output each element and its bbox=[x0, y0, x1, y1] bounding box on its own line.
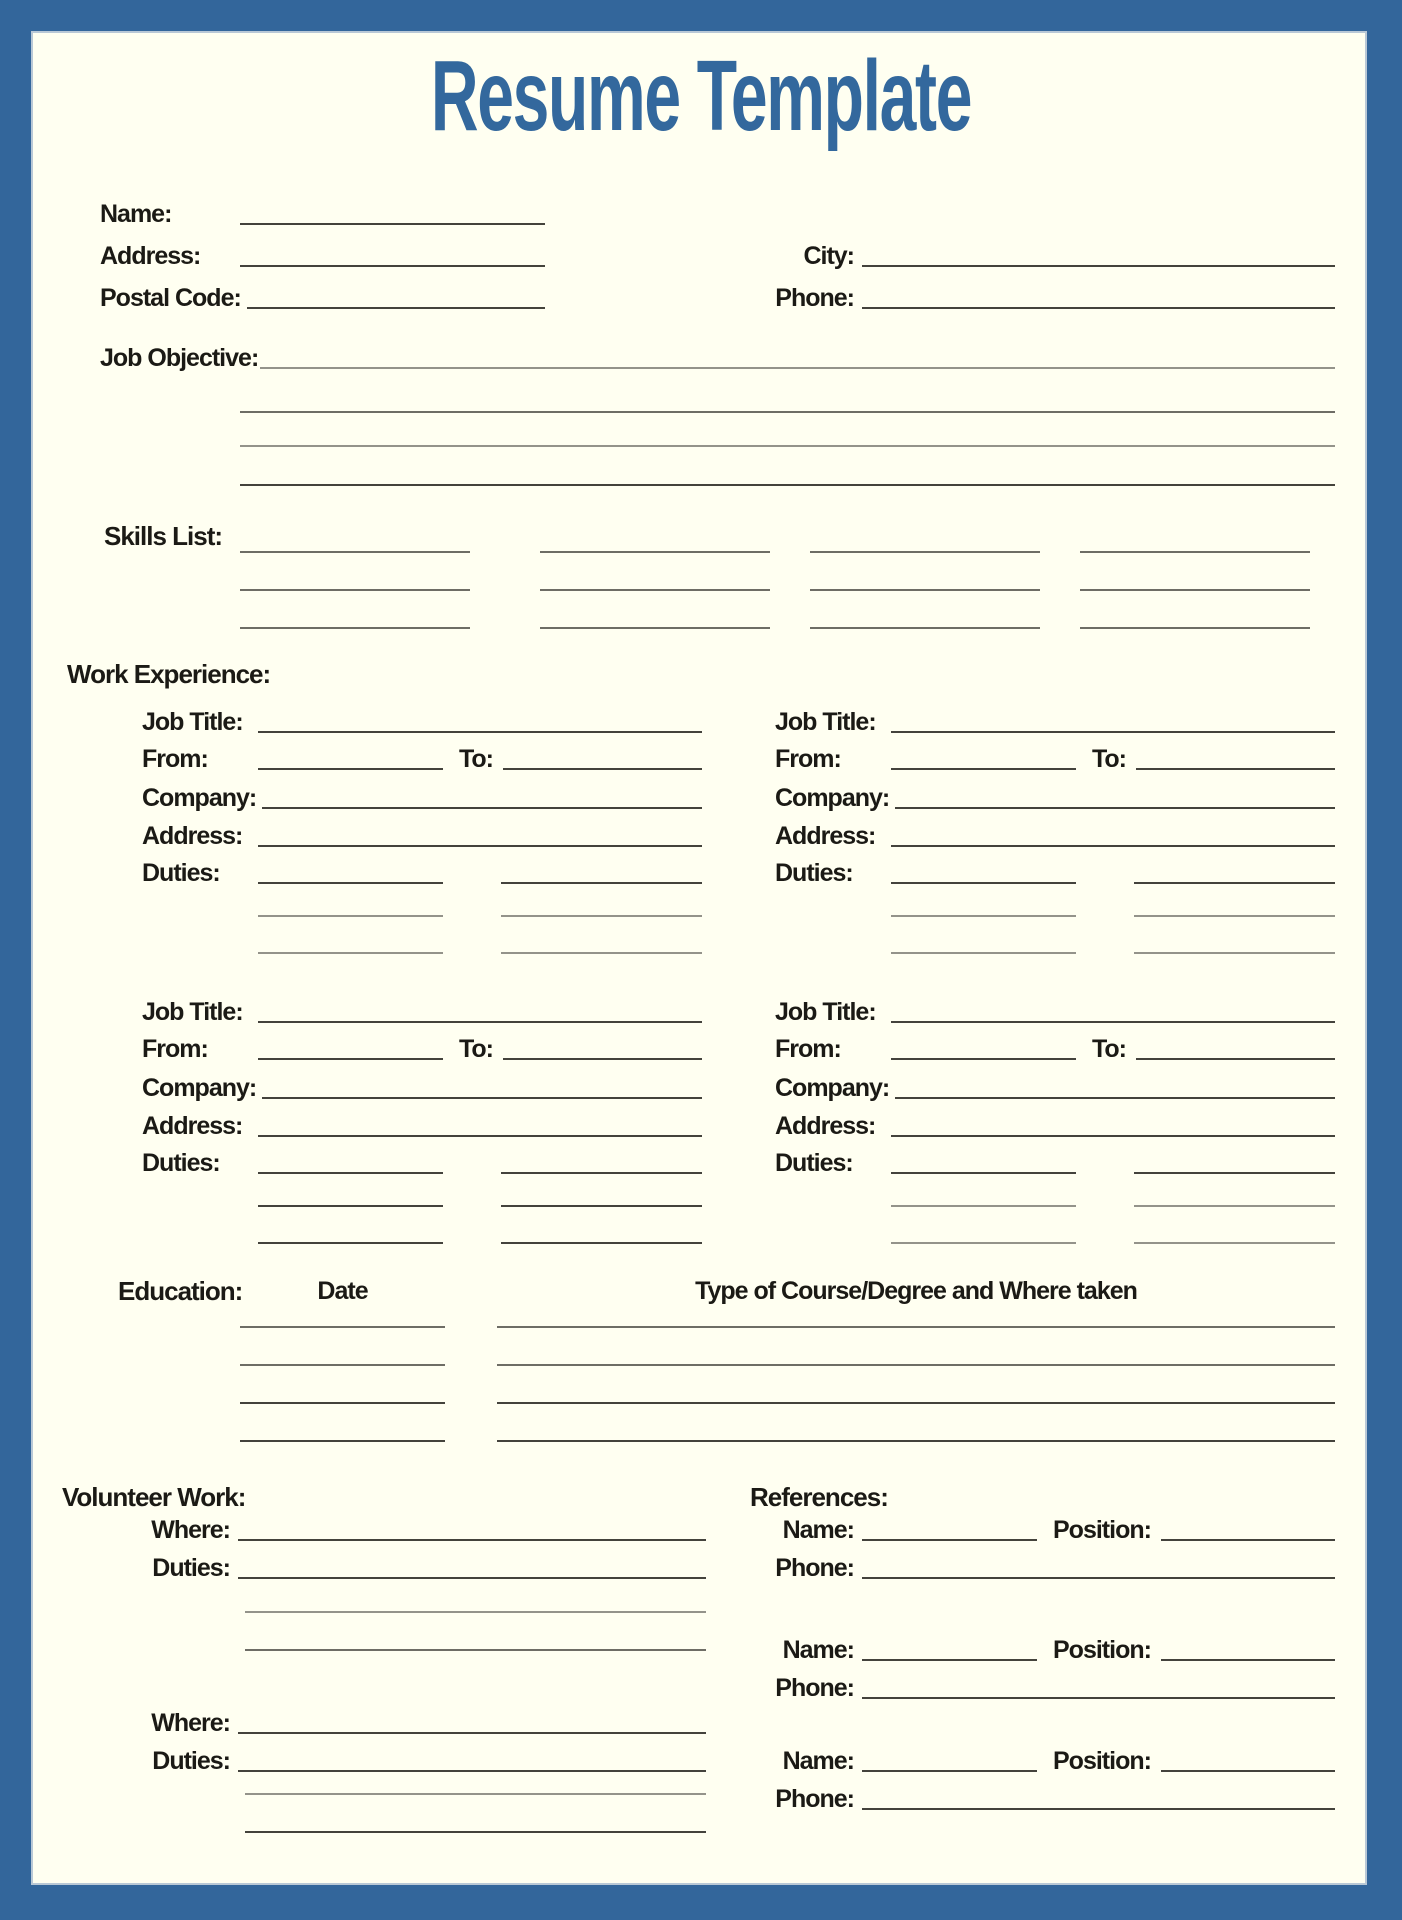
job-objective-extra-line[interactable] bbox=[240, 484, 1335, 486]
job-address-label: Address: bbox=[142, 822, 243, 850]
company-label: Company: bbox=[142, 1074, 257, 1102]
skill-line[interactable] bbox=[540, 551, 770, 553]
duties-line[interactable] bbox=[258, 1242, 443, 1244]
duties-extra-row bbox=[891, 1243, 1335, 1247]
job-title-label: Job Title: bbox=[142, 708, 243, 736]
to-line[interactable] bbox=[503, 1058, 702, 1060]
company-label: Company: bbox=[775, 784, 890, 812]
volunteer-duties-line[interactable] bbox=[245, 1649, 706, 1651]
company-row bbox=[142, 782, 702, 812]
job-block bbox=[142, 996, 702, 1252]
duties-line[interactable] bbox=[501, 882, 702, 884]
from-label: From: bbox=[142, 1035, 208, 1063]
from-label: From: bbox=[775, 745, 841, 773]
job-address-row bbox=[775, 1110, 1335, 1140]
job-address-label: Address: bbox=[775, 1112, 876, 1140]
company-line[interactable] bbox=[262, 1097, 702, 1099]
company-line[interactable] bbox=[895, 807, 1335, 809]
job-objective-extra-line[interactable] bbox=[240, 445, 1335, 447]
city-line[interactable] bbox=[862, 265, 1335, 267]
volunteer-duties-line[interactable] bbox=[238, 1770, 706, 1772]
duties-line[interactable] bbox=[258, 952, 443, 954]
duties-row bbox=[142, 857, 702, 887]
reference-phone-row bbox=[700, 1552, 1335, 1582]
volunteer-duties-row bbox=[100, 1745, 706, 1775]
duties-line[interactable] bbox=[501, 952, 702, 954]
job-address-row bbox=[775, 820, 1335, 850]
education-date-line[interactable] bbox=[240, 1364, 445, 1366]
job-title-line[interactable] bbox=[258, 1021, 702, 1023]
volunteer-where-label: Where: bbox=[151, 1709, 230, 1737]
duties-line[interactable] bbox=[891, 882, 1076, 884]
skill-line[interactable] bbox=[1080, 589, 1310, 591]
company-line[interactable] bbox=[262, 807, 702, 809]
volunteer-duties-line[interactable] bbox=[245, 1793, 706, 1795]
volunteer-where-row bbox=[100, 1514, 706, 1544]
job-title-line[interactable] bbox=[891, 731, 1335, 733]
job-block bbox=[775, 996, 1335, 1252]
company-row bbox=[775, 782, 1335, 812]
to-label: To: bbox=[459, 1035, 494, 1063]
from-line[interactable] bbox=[258, 768, 443, 770]
duties-line[interactable] bbox=[1134, 1172, 1335, 1174]
duties-row bbox=[775, 1147, 1335, 1177]
volunteer-where-line[interactable] bbox=[238, 1732, 706, 1734]
reference-name-label: Name: bbox=[782, 1516, 854, 1544]
skills-list-label: Skills List: bbox=[104, 521, 223, 551]
reference-position-line[interactable] bbox=[1161, 1539, 1335, 1541]
skill-line[interactable] bbox=[810, 589, 1040, 591]
duties-line[interactable] bbox=[891, 1242, 1076, 1244]
duties-row bbox=[142, 1147, 702, 1177]
job-address-label: Address: bbox=[775, 822, 876, 850]
job-address-row bbox=[142, 820, 702, 850]
skill-line[interactable] bbox=[1080, 551, 1310, 553]
skill-line[interactable] bbox=[810, 627, 1040, 629]
company-line[interactable] bbox=[895, 1097, 1335, 1099]
to-line[interactable] bbox=[503, 768, 702, 770]
duties-extra-row bbox=[258, 953, 702, 957]
from-to-row bbox=[142, 743, 702, 773]
education-course-line[interactable] bbox=[497, 1402, 1335, 1404]
reference-name-line[interactable] bbox=[862, 1539, 1037, 1541]
education-course-line[interactable] bbox=[497, 1364, 1335, 1366]
reference-name-row bbox=[700, 1634, 1335, 1664]
from-to-row bbox=[142, 1033, 702, 1063]
job-address-line[interactable] bbox=[258, 1135, 702, 1137]
duties-extra-row bbox=[891, 916, 1335, 920]
job-title-label: Job Title: bbox=[775, 998, 876, 1026]
from-label: From: bbox=[142, 745, 208, 773]
from-line[interactable] bbox=[891, 768, 1076, 770]
work-experience-heading: Work Experience: bbox=[67, 659, 271, 689]
reference-position-label: Position: bbox=[1053, 1516, 1151, 1544]
job-title-line[interactable] bbox=[258, 731, 702, 733]
duties-line[interactable] bbox=[501, 1205, 702, 1207]
reference-phone-label: Phone: bbox=[775, 1554, 854, 1582]
duties-line[interactable] bbox=[501, 1172, 702, 1174]
duties-extra-row bbox=[258, 916, 702, 920]
duties-label: Duties: bbox=[775, 1149, 853, 1177]
skill-line[interactable] bbox=[240, 627, 470, 629]
from-label: From: bbox=[775, 1035, 841, 1063]
education-course-line[interactable] bbox=[497, 1326, 1335, 1328]
duties-line[interactable] bbox=[891, 952, 1076, 954]
reference-phone-label: Phone: bbox=[775, 1674, 854, 1702]
duties-row bbox=[775, 857, 1335, 887]
reference-name-label: Name: bbox=[782, 1747, 854, 1775]
education-date-header: Date bbox=[317, 1277, 368, 1305]
job-address-label: Address: bbox=[142, 1112, 243, 1140]
skill-line[interactable] bbox=[240, 589, 470, 591]
name-label: Name: bbox=[100, 200, 172, 228]
duties-label: Duties: bbox=[142, 1149, 220, 1177]
company-label: Company: bbox=[142, 784, 257, 812]
address-line[interactable] bbox=[240, 265, 545, 267]
job-objective-row bbox=[100, 342, 1335, 372]
duties-line[interactable] bbox=[258, 882, 443, 884]
duties-extra-row bbox=[258, 1206, 702, 1210]
duties-line[interactable] bbox=[258, 1205, 443, 1207]
job-address-line[interactable] bbox=[258, 845, 702, 847]
duties-line[interactable] bbox=[258, 915, 443, 917]
job-block bbox=[142, 706, 702, 962]
skill-line[interactable] bbox=[810, 551, 1040, 553]
company-label: Company: bbox=[775, 1074, 890, 1102]
duties-line[interactable] bbox=[1134, 1242, 1335, 1244]
reference-phone-line[interactable] bbox=[862, 1697, 1335, 1699]
job-title-label: Job Title: bbox=[142, 998, 243, 1026]
to-line[interactable] bbox=[1136, 768, 1335, 770]
skill-line[interactable] bbox=[1080, 627, 1310, 629]
from-to-row bbox=[775, 743, 1335, 773]
reference-name-line[interactable] bbox=[862, 1770, 1037, 1772]
skill-line[interactable] bbox=[540, 589, 770, 591]
reference-phone-line[interactable] bbox=[862, 1808, 1335, 1810]
reference-name-label: Name: bbox=[782, 1636, 854, 1664]
job-objective-label: Job Objective: bbox=[100, 344, 259, 372]
duties-line[interactable] bbox=[891, 915, 1076, 917]
duties-line[interactable] bbox=[891, 1172, 1076, 1174]
reference-position-label: Position: bbox=[1053, 1747, 1151, 1775]
education-course-line[interactable] bbox=[497, 1440, 1335, 1442]
volunteer-duties-row bbox=[100, 1552, 706, 1582]
volunteer-where-row bbox=[100, 1707, 706, 1737]
duties-label: Duties: bbox=[775, 859, 853, 887]
duties-line[interactable] bbox=[1134, 882, 1335, 884]
education-date-line[interactable] bbox=[240, 1326, 445, 1328]
address-row bbox=[100, 240, 545, 270]
duties-extra-row bbox=[258, 1243, 702, 1247]
duties-line[interactable] bbox=[1134, 952, 1335, 954]
name-row bbox=[100, 198, 545, 228]
city-label: City: bbox=[803, 242, 854, 270]
reference-position-label: Position: bbox=[1053, 1636, 1151, 1664]
skill-line[interactable] bbox=[240, 551, 470, 553]
job-title-row bbox=[142, 996, 702, 1026]
duties-label: Duties: bbox=[142, 859, 220, 887]
job-title-row bbox=[775, 706, 1335, 736]
duties-line[interactable] bbox=[501, 1242, 702, 1244]
education-label: Education: bbox=[118, 1276, 243, 1306]
volunteer-duties-line[interactable] bbox=[238, 1577, 706, 1579]
reference-position-line[interactable] bbox=[1161, 1659, 1335, 1661]
job-objective-line[interactable] bbox=[260, 367, 1335, 369]
reference-phone-row bbox=[700, 1672, 1335, 1702]
education-date-line[interactable] bbox=[240, 1402, 445, 1404]
skill-line[interactable] bbox=[540, 627, 770, 629]
address-label: Address: bbox=[100, 242, 201, 270]
duties-extra-row bbox=[891, 953, 1335, 957]
job-title-row bbox=[775, 996, 1335, 1026]
postal-code-label: Postal Code: bbox=[100, 284, 241, 312]
postal-code-row bbox=[100, 282, 545, 312]
job-title-row bbox=[142, 706, 702, 736]
duties-line[interactable] bbox=[1134, 1205, 1335, 1207]
job-objective-extra-line[interactable] bbox=[240, 411, 1335, 413]
page-title: Resume Template bbox=[430, 40, 972, 152]
job-address-line[interactable] bbox=[891, 1135, 1335, 1137]
volunteer-duties-label: Duties: bbox=[152, 1554, 230, 1582]
volunteer-where-label: Where: bbox=[151, 1516, 230, 1544]
reference-position-line[interactable] bbox=[1161, 1770, 1335, 1772]
job-block bbox=[775, 706, 1335, 962]
phone-row bbox=[702, 282, 1335, 312]
reference-name-row bbox=[700, 1745, 1335, 1775]
volunteer-where-line[interactable] bbox=[238, 1539, 706, 1541]
reference-phone-line[interactable] bbox=[862, 1577, 1335, 1579]
reference-name-line[interactable] bbox=[862, 1659, 1037, 1661]
reference-phone-row bbox=[700, 1783, 1335, 1813]
to-label: To: bbox=[1092, 745, 1127, 773]
job-address-row bbox=[142, 1110, 702, 1140]
phone-label: Phone: bbox=[775, 284, 854, 312]
education-date-line[interactable] bbox=[240, 1440, 445, 1442]
duties-line[interactable] bbox=[258, 1172, 443, 1174]
to-line[interactable] bbox=[1136, 1058, 1335, 1060]
company-row bbox=[142, 1072, 702, 1102]
to-label: To: bbox=[1092, 1035, 1127, 1063]
from-line[interactable] bbox=[891, 1058, 1076, 1060]
duties-line[interactable] bbox=[891, 1205, 1076, 1207]
reference-phone-label: Phone: bbox=[775, 1785, 854, 1813]
duties-line[interactable] bbox=[501, 915, 702, 917]
name-line[interactable] bbox=[240, 223, 545, 225]
job-title-label: Job Title: bbox=[775, 708, 876, 736]
volunteer-work-heading: Volunteer Work: bbox=[62, 1482, 246, 1512]
postal-code-line[interactable] bbox=[247, 307, 545, 309]
company-row bbox=[775, 1072, 1335, 1102]
from-to-row bbox=[775, 1033, 1335, 1063]
volunteer-duties-label: Duties: bbox=[152, 1747, 230, 1775]
reference-name-row bbox=[700, 1514, 1335, 1544]
job-title-line[interactable] bbox=[891, 1021, 1335, 1023]
education-course-header: Type of Course/Degree and Where taken bbox=[695, 1277, 1137, 1305]
from-line[interactable] bbox=[258, 1058, 443, 1060]
volunteer-duties-line[interactable] bbox=[245, 1831, 706, 1833]
to-label: To: bbox=[459, 745, 494, 773]
city-row bbox=[702, 240, 1335, 270]
phone-line[interactable] bbox=[862, 307, 1335, 309]
volunteer-duties-line[interactable] bbox=[245, 1611, 706, 1613]
references-heading: References: bbox=[750, 1482, 888, 1512]
duties-extra-row bbox=[891, 1206, 1335, 1210]
duties-line[interactable] bbox=[1134, 915, 1335, 917]
job-address-line[interactable] bbox=[891, 845, 1335, 847]
